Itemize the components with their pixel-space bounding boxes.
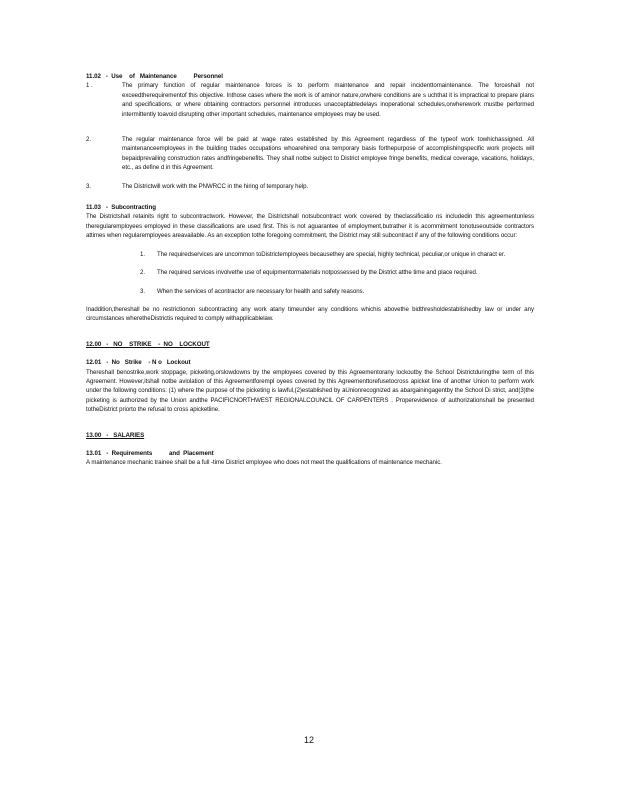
- section-heading-11-02: 11.02 - Use of Maintenance Personnel: [86, 73, 223, 80]
- list-item-11-02-2: [86, 135, 534, 173]
- document-body: [86, 72, 534, 468]
- page-number: 12: [303, 735, 314, 745]
- condition-text: The requiredservices are uncommon toDistrictemployees becausethey are special, highly technical, peculiar,or unique in charact er.: [157, 250, 506, 258]
- section-heading-11-03: 11.03 - Subcontracting: [86, 204, 156, 212]
- list-item-11-02-1: [86, 81, 534, 119]
- condition-text: When the services of acontractor are necessary for health and safety reasons.: [157, 287, 365, 295]
- condition-item-1: [140, 250, 523, 259]
- subcontracting-closing: Inaddition,thereshall be no restrictionon subcontracting any work atany timeunder any conditions whichis abovethe bidthresholdestablishedby law or under any circumstances wheretheDistrictis required to comply withapplicablelaw.: [86, 305, 534, 323]
- item-number: 3.: [86, 182, 91, 190]
- item-number: 1 .: [86, 82, 93, 90]
- no-strike-text: Thereshall benostrike,work stoppage, picketing,orslowdowns by the employees covered by this Agreementorany lockoutby the School Districtduringthe term of this Agreement. However,itshall notbe aviolation of this Agreementforempl oyees covered by this Agreementtorefusetocross apicket line of another Union to perform work under the following conditions: (1) where the purpose of the picketing is lawful,(2)established by aUnionrecognized as abargainingagentby the School Di strict, and(3)the picketing is authorized by the Union andthe PACIFICNORTHWEST REGIONALCOUNCIL OF CARPENTERS . Properevidence of authorizationshall be presented totheDistrict priorto the refusal to cross apicketline.: [86, 368, 534, 414]
- item-number: 2.: [86, 136, 91, 144]
- item-text: The regular maintenance force will be paid at wage rates established by this Agreement regardless of the typeof work towhichassigned. All maintenanceemployees in the building trades occupations whoarehired ona temporary basis forthepurpose of accomplishingspecific work projects will bepaidprevailing construction rates andfringebenefits. They shall notbe subject to District employee fringe benefits, medical coverage, vacations, holidays, etc., as define d in this Agreement.: [122, 136, 534, 172]
- list-item-11-02-3: [86, 182, 534, 191]
- subcontracting-intro: The Districtshall retainits right to subcontractwork. However, the Districtshall notsubcontract work covered by theclassificatio ns includedin this agreementunless theregularemployees employed in these classifications are used first. This is not aguarantee of employment,butrather it is acommitment tonotuseoutside contractors attimes when regularemployees areavailable. As an exception tothe foregoing commitment, the District may still subcontract if any of the following conditions occur:: [86, 213, 534, 240]
- section-heading-13-01: 13.01 - Requirements and Placement: [86, 449, 214, 457]
- salaries-text: A maintenance mechanic trainee shall be a full -time District employee who does not meet the qualifications of maintenance mechanic.: [86, 459, 442, 467]
- item-text: The Districtwill work with the PNWRCC in the hiring of temporary help.: [122, 182, 309, 190]
- section-heading-12-01: 12.01 - No Strike - N o Lockout: [86, 359, 191, 367]
- section-heading-13-00: 13.00 - SALARIES: [86, 431, 145, 439]
- condition-item-2: [140, 268, 523, 277]
- condition-item-3: [140, 287, 523, 296]
- condition-text: The required services involvethe use of equipmentormaterials notpossessed by the District atthe time and place required.: [157, 269, 478, 277]
- condition-number: 3.: [140, 287, 145, 295]
- section-heading-12-00: 12.00 - NO STRIKE - NO LOCKOUT: [86, 340, 210, 348]
- condition-number: 2.: [140, 269, 145, 277]
- item-text: The primary function of regular maintenance forces is to perform maintenance and repair incidenttomaintenance. The forceshall not exceedtherequirementof this objective. Inthose cases where the work is of aminor nature,orwhere conditions are s uchthat it is impractical to prepare plans and specifications, or where obtaining contractors personnel introduces unacceptabledelays inoperational schedules,orwherework mustbe performed intermittently toavoid disrupting other important schedules, maintenance employees may be used.: [122, 82, 534, 118]
- condition-number: 1.: [140, 250, 145, 258]
